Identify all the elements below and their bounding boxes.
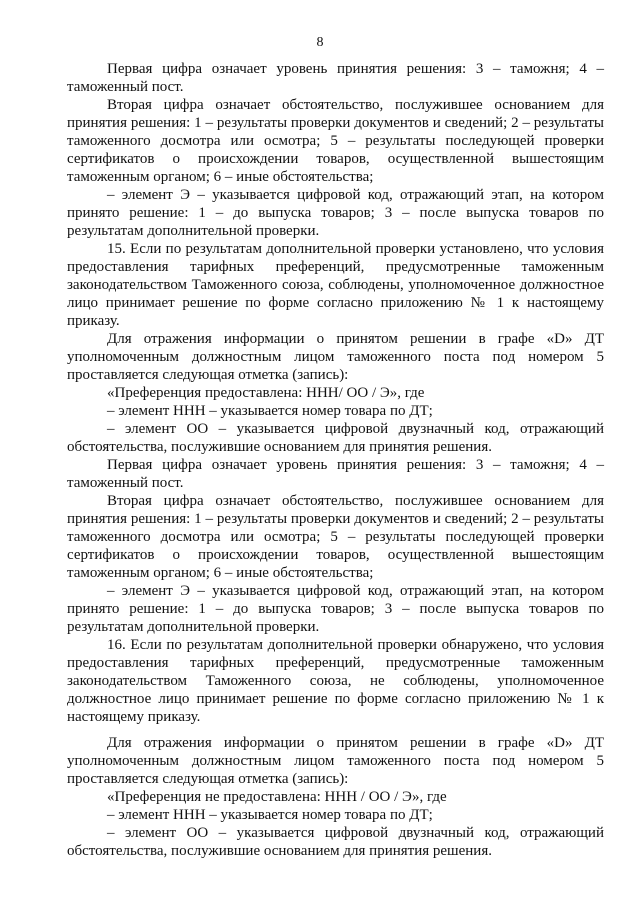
paragraph: 16. Если по результатам дополнительной проверки обнаружено, что условия предоставления тарифных преференций, предусмотренные таможенным законодательством Таможенного союза, не соблюдены, уполномоченное должностное лицо принимает решение по форме согласно приложению № 1 к настоящему приказу. [67, 637, 604, 725]
paragraph: Вторая цифра означает обстоятельство, послужившее основанием для принятия решения: 1 – результаты проверки документов и сведений; 2 – результаты таможенного досмотра или осмотра; 5 – результаты последующей проверки сертификатов о происхождении товаров, осуществленной вышестоящим таможенным органом; 6 – иные обстоятельства; [67, 493, 604, 581]
paragraph: – элемент ОО – указывается цифровой двузначный код, отражающий обстоятельства, послужившие основанием для принятия решения. [67, 825, 604, 859]
paragraph: Для отражения информации о принятом решении в графе «D» ДТ уполномоченным должностным лицом таможенного поста под номером 5 проставляется следующая отметка (запись): [67, 331, 604, 383]
paragraph: – элемент ОО – указывается цифровой двузначный код, отражающий обстоятельства, послужившие основанием для принятия решения. [67, 421, 604, 455]
paragraph: 15. Если по результатам дополнительной проверки установлено, что условия предоставления тарифных преференций, предусмотренные таможенным законодательством Таможенного союза, соблюдены, уполномоченное должностное лицо принимает решение по форме согласно приложению № 1 к настоящему приказу. [67, 241, 604, 329]
paragraph: «Преференция предоставлена: ННН/ ОО / Э», где [107, 385, 425, 401]
paragraph: Первая цифра означает уровень принятия решения: 3 – таможня; 4 – таможенный пост. [67, 457, 604, 491]
paragraph: «Преференция не предоставлена: ННН / ОО / Э», где [107, 789, 447, 805]
paragraph: Вторая цифра означает обстоятельство, послужившее основанием для принятия решения: 1 – результаты проверки документов и сведений; 2 – результаты таможенного досмотра или осмотра; 5 – результаты последующей проверки сертификатов о происхождении товаров, осуществленной вышестоящим таможенным органом; 6 – иные обстоятельства; [67, 97, 604, 185]
paragraph: – элемент Э – указывается цифровой код, отражающий этап, на котором принято решение: 1 – до выпуска товаров; 3 – после выпуска товаров по результатам дополнительной проверки. [67, 187, 604, 239]
paragraph: Для отражения информации о принятом решении в графе «D» ДТ уполномоченным должностным лицом таможенного поста под номером 5 проставляется следующая отметка (запись): [67, 735, 604, 787]
page-number: 8 [316, 35, 324, 50]
paragraph: – элемент Э – указывается цифровой код, отражающий этап, на котором принято решение: 1 – до выпуска товаров; 3 – после выпуска товаров по результатам дополнительной проверки. [67, 583, 604, 635]
paragraph: Первая цифра означает уровень принятия решения: 3 – таможня; 4 – таможенный пост. [67, 61, 604, 95]
document-body [67, 60, 604, 860]
paragraph: – элемент ННН – указывается номер товара по ДТ; [107, 403, 433, 419]
paragraph: – элемент ННН – указывается номер товара по ДТ; [107, 807, 433, 823]
